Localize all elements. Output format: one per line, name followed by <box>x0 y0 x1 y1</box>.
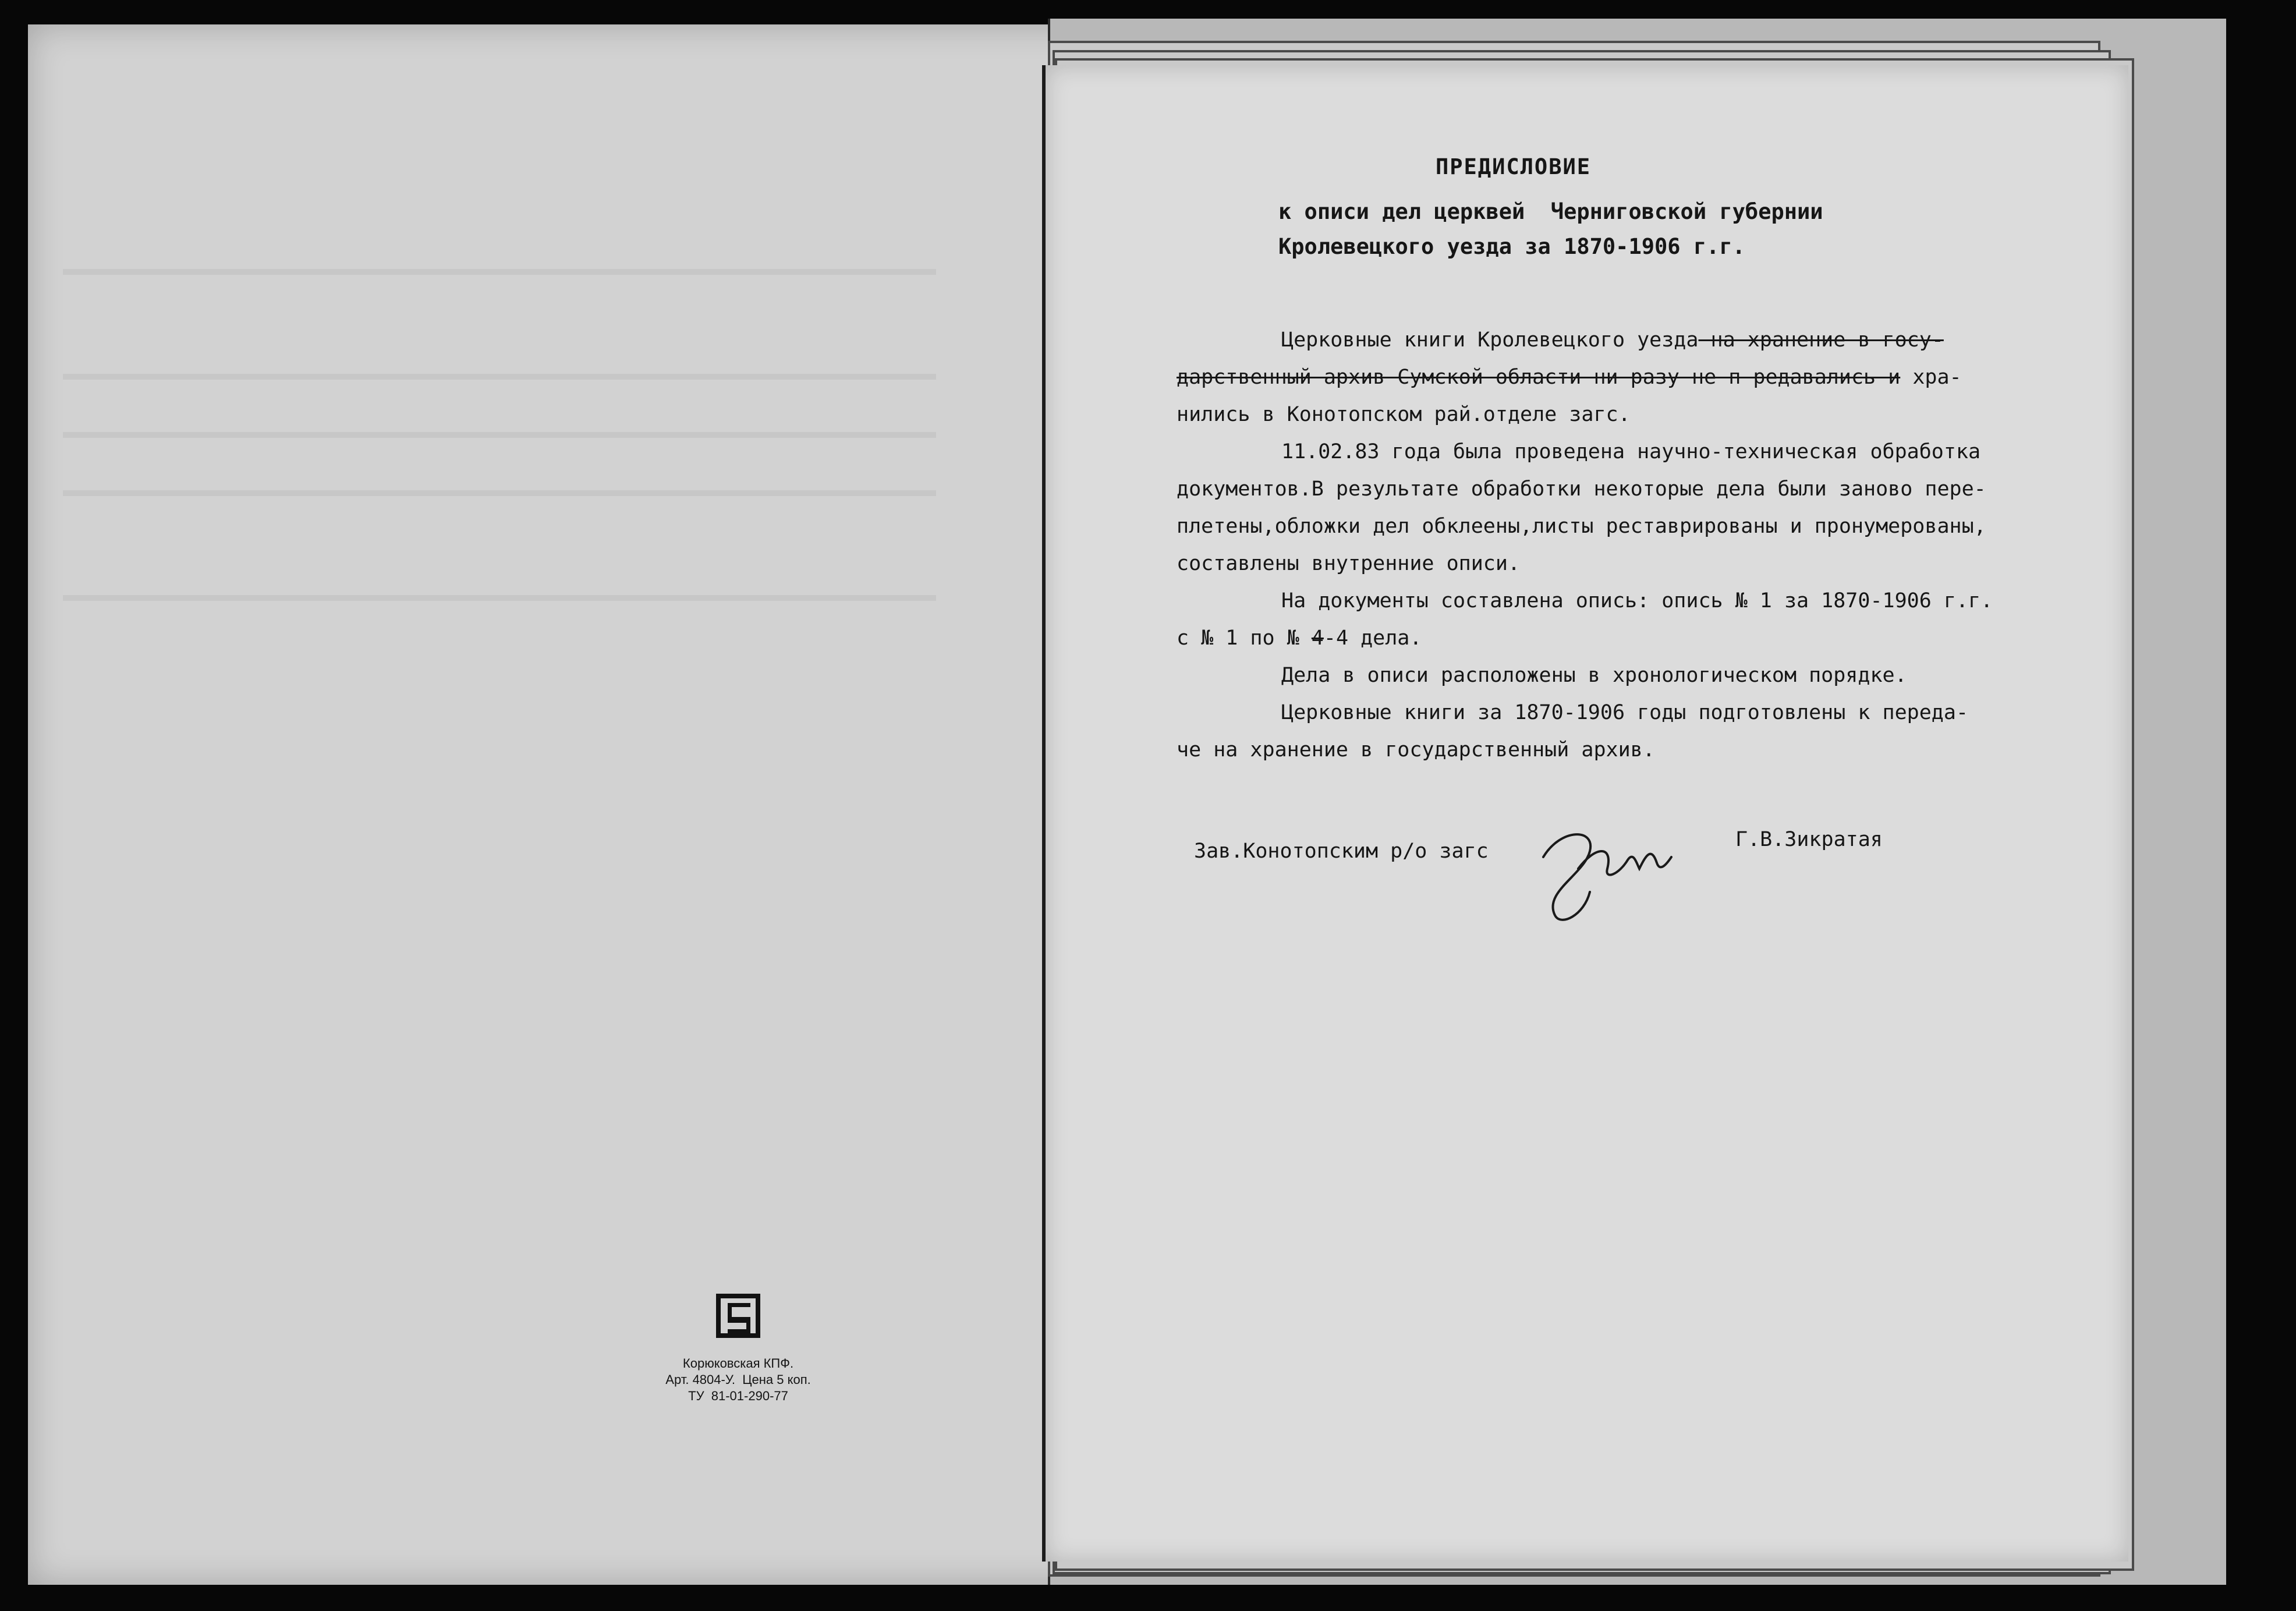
paragraph-3 <box>1177 582 2120 657</box>
p1-line1-text: Церковные книги Кролевецкого уезда <box>1281 328 1699 352</box>
paragraph-4 <box>1177 657 2120 694</box>
signature-block <box>1194 810 2067 927</box>
p1-line1-struck: на хранение в госу- <box>1698 328 1944 352</box>
p2-line3: плетены,обложки дел обклеены,листы реставрированы и пронумерованы, <box>1177 515 1986 538</box>
publisher-imprint <box>622 1294 855 1404</box>
paragraph-2 <box>1177 433 2120 582</box>
p2-line2: документов.В результате обработки некоторые дела были заново пере- <box>1177 477 1986 501</box>
p4-line1: Дела в описи расположены в хронологическом порядке. <box>1281 664 1907 687</box>
p1-line3: нились в Конотопском рай.отделе загс. <box>1177 403 1631 426</box>
p2-line4: составлены внутренние описи. <box>1177 552 1521 575</box>
document-subtitle-line2: Кролевецкого уезда за 1870-1906 г.г. <box>1278 234 1745 259</box>
publisher-mark-icon <box>716 1294 760 1338</box>
p5-line1: Церковные книги за 1870-1906 годы подготовлены к переда- <box>1281 701 1969 724</box>
p1-line2-tail: хра- <box>1900 366 1962 389</box>
handwritten-signature-icon <box>1520 805 1695 933</box>
imprint-spec: ТУ 81-01-290-77 <box>688 1389 788 1403</box>
p2-line1: 11.02.83 года была проведена научно-техническая обработка <box>1281 440 1981 463</box>
cover-left-page <box>28 24 1126 1585</box>
paragraph-5 <box>1177 694 2120 769</box>
bleed-through-line <box>63 490 936 496</box>
bleed-through-line <box>63 432 936 438</box>
p3-line2-struck: 4 <box>1311 626 1324 650</box>
p3-line2-end: -4 дела. <box>1323 626 1422 650</box>
imprint-publisher: Корюковская КПФ. <box>682 1356 794 1371</box>
p3-line1: На документы составлена опись: опись № 1 за 1870-1906 г.г. <box>1281 589 1993 612</box>
p3-line2-start: с № 1 по № <box>1177 626 1312 650</box>
document-subtitle-line1: к описи дел церквей Черниговской губернии <box>1278 199 1823 224</box>
p1-line2-struck: дарственный архив Сумской области ни разу не п редавались и <box>1177 366 1901 389</box>
preface-page <box>1042 65 2128 1562</box>
bleed-through-line <box>63 595 936 601</box>
p5-line2: че на хранение в государственный архив. <box>1177 738 1655 762</box>
signer-name: Г.В.Зикратая <box>1735 828 1883 851</box>
document-title: ПРЕДИСЛОВИЕ <box>1436 154 1592 179</box>
bleed-through-line <box>63 374 936 380</box>
signer-position: Зав.Конотопским р/о загс <box>1194 840 1489 863</box>
bleed-through-line <box>63 269 936 275</box>
paragraph-1 <box>1177 321 2120 433</box>
imprint-article-price: Арт. 4804-У. Цена 5 коп. <box>665 1372 811 1387</box>
